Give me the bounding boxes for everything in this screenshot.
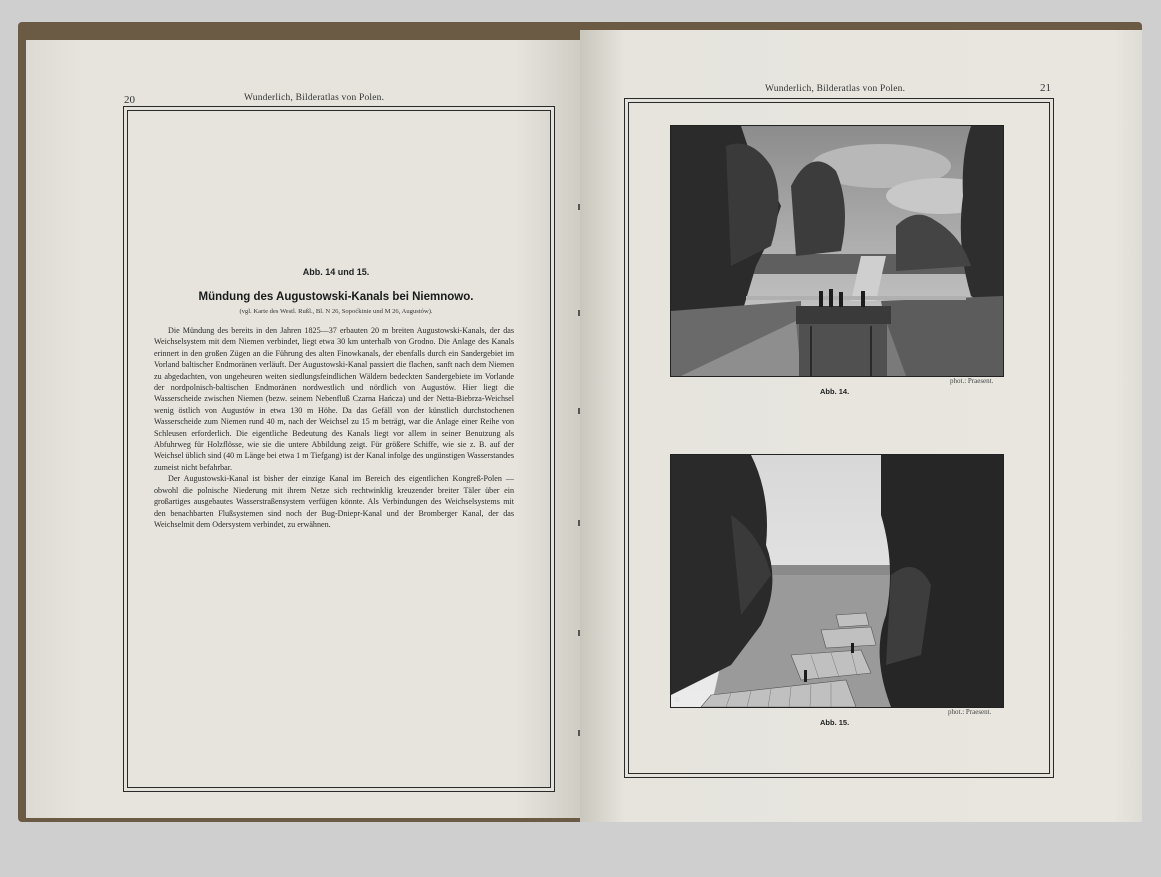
figure-heading: Abb. 14 und 15. [302, 267, 370, 277]
photo-credit-15: phot.: Praesent. [948, 708, 992, 716]
binding-stitch [578, 408, 580, 414]
body-paragraph-1: Die Mündung des bereits in den Jahren 1825—37 erbauten 20 m breiten Augustowski-Kanals, der das Weichselsystem mit dem Niemen verbindet, liegt etwa 30 km unterhalb von Grodno. Die Anlage des Kanals erinnert in den großen Zügen an die Führung des alten Finowkanals, der ebenfalls durch ein Sandergebiet im Vorland baltischer Endmoränen verläuft. Der Augustowski-Kanal passiert die flachen, sanft nach dem Niemen zu abgedachten, von ungeheuren weiten siedlungsfeindlichen Wäldern bedeckten Sandergebiete im Vorlande der nordpolnisch-baltischen Endmoränen nordwestlich und nördlich von Augustów. Hier liegt die Wasserscheide zwischen Niemen (bezw. seinem Nebenfluß Czarna Hańcza) und der Netta-Biebrza-Weichsel wenig östlich von Augustów in etwa 130 m Höhe. Da das Gefäll von der künstlich durchstochenen Wasserscheide zum Niemen rund 40 m, nach der Weichsel zu 15 m beträgt, war die Anlage einer Reihe von Schleusen erforderlich. Die eigentliche Bedeutung des Kanals liegt vor allem in seiner Benutzung als Abfuhrweg für Holzflösse, wie sie die untere Abbildung zeigt. Für größere Schiffe, wie sie z. B. auf der Weichsel üblich sind (40 m Länge bei etwa 1 m Tiefgang) ist der Kanal infolge des ungünstigen Wasserstandes zumeist nicht befahrbar. [154, 326, 514, 472]
binding-stitch [578, 520, 580, 526]
article-subtitle: (vgl. Karte des Westl. Rußl., Bl. N 26, Sopoćkinie und M 26, Augustów). [239, 308, 433, 315]
binding-stitch [578, 310, 580, 316]
binding-stitch [578, 730, 580, 736]
body-paragraph-2: Der Augustowski-Kanal ist bisher der einzige Kanal im Bereich des eigentlichen Kongreß-Polen — obwohl die polnische Niederung mit ihrem Netze sich rechtwinklig kreuzender breiter Täler über ein großartiges ausgebautes Wasserstraßensystem verfügen könnte. Als Verbindungen des Weichselsystems mit den benachbarten Flußsystemen sind noch der Bug-Dniepr-Kanal und der Bromberger Kanal, der das Weichselmit dem Odersystem verbindet, zu erwähnen. [154, 474, 514, 529]
binding-stitch [578, 630, 580, 636]
timber-rafts-photo [670, 454, 1004, 708]
canal-lock-photo [670, 125, 1004, 377]
left-page [26, 40, 582, 818]
binding-stitch [578, 204, 580, 210]
page-number-left: 20 [124, 94, 135, 106]
right-page [580, 30, 1142, 822]
running-head-left: Wunderlich, Bilderatlas von Polen. [244, 93, 385, 103]
plate-mark: II. [675, 697, 681, 704]
open-book [18, 22, 1142, 822]
figure-caption-14: Abb. 14. [820, 387, 850, 396]
article-body [154, 325, 514, 530]
photo-credit-14: phot.: Praesent. [950, 377, 994, 385]
figure-caption-15: Abb. 15. [820, 718, 850, 727]
page-number-right: 21 [1040, 82, 1051, 94]
article-title: Mündung des Augustowski-Kanals bei Niemnowo. [198, 291, 474, 303]
running-head-right: Wunderlich, Bilderatlas von Polen. [765, 84, 906, 94]
